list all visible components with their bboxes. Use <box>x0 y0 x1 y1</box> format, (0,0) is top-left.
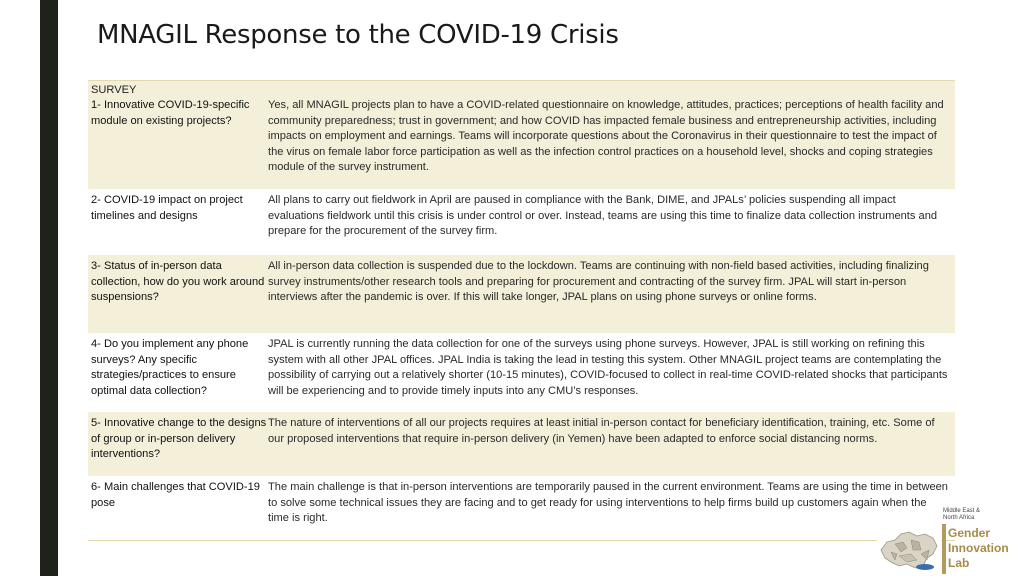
question-cell: 2- COVID-19 impact on project timelines and designs <box>91 194 243 222</box>
question-cell: 4- Do you implement any phone surveys? Any specific strategies/practices to ensure optimal data collection? <box>91 338 249 397</box>
logo-word-innovation: Innovation <box>948 541 1009 555</box>
table-bottom-rule <box>88 540 955 541</box>
question-cell: 6- Main challenges that COVID-19 pose <box>91 481 260 509</box>
logo-bracket <box>942 524 946 574</box>
answer-cell: All plans to carry out fieldwork in April are paused in compliance with the Bank, DIME, and JPALs’ policies suspending all impact evaluations fieldwork until this crisis is under control or over. Instead, teams are using this time to finalize data collection instruments and prepare for the procurement of the survey firm. <box>268 194 938 238</box>
answer-cell: The main challenge is that in-person interventions are temporarily paused in the current environment. Teams are using the time in between to solve some technical issues they are facing and to get ready for using interventions to help firms build up customers again when the time is right. <box>268 481 948 525</box>
logo-region-text <box>943 508 980 522</box>
table-header-row <box>88 81 955 98</box>
question-cell: 5- Innovative change to the designs of group or in-person delivery interventions? <box>91 417 267 461</box>
logo-word-lab: Lab <box>948 556 970 570</box>
question-cell: 1- Innovative COVID-19-specific module on existing projects? <box>91 99 250 127</box>
left-accent-bar <box>40 0 58 576</box>
slide-title: MNAGIL Response to the COVID-19 Crisis <box>97 20 619 50</box>
answer-cell: Yes, all MNAGIL projects plan to have a COVID-related questionnaire on knowledge, attitudes, practices; perceptions of health facility and community preparedness; trust in government; and how COVID has impacted female business and entrepreneurship activities, including impacts on employment and earnings. Teams will incorporate questions about the Coronavirus in their questionnaire to test the impact of the virus on female labor force participation as well as the infection control practices on a household level, shocks and coping strategies module of the survey instrument. <box>268 99 944 174</box>
table-row <box>88 476 955 540</box>
section-header-survey: SURVEY <box>91 84 137 96</box>
logo-word-gender: Gender <box>948 526 991 540</box>
question-cell: 3- Status of in-person data collection, how do you work around suspensions? <box>91 260 265 304</box>
table-row <box>88 412 955 476</box>
mena-map-icon <box>877 520 941 574</box>
answer-cell: JPAL is currently running the data collection for one of the surveys using phone surveys. However, JPAL is still working on refining this system with all other JPAL offices. JPAL India is taking the lead in testing this system. Other MNAGIL project teams are contemplating the possibility of carrying out a relatively shorter (10-15 minutes), COVID-focused to collect in real-time COVID-related shocks that participants will be experiencing and to provide timely inputs into any CMU’s responses. <box>268 338 948 397</box>
answer-cell: The nature of interventions of all our projects requires at least initial in-person contact for beneficiary identification, training, etc. Some of our proposed interventions that require in-person delivery (in Yemen) have been adapted to enforce social distancing norms. <box>268 417 935 445</box>
gender-innovation-lab-logo <box>877 508 1017 574</box>
table-row <box>88 98 955 189</box>
logo-region-line: North Africa <box>943 515 975 521</box>
answer-cell: All in-person data collection is suspended due to the lockdown. Teams are continuing with non-field based activities, including finalizing survey instruments/other research tools and preparing for procurement and contracting of the survey firm. JPAL will start in-person interviews after the pandemic is over. If this will take longer, JPAL plans on using phone surveys or online forms. <box>268 260 929 304</box>
logo-region-line: Middle East & <box>943 508 981 514</box>
table-row <box>88 333 955 412</box>
survey-table <box>88 80 955 540</box>
table-row <box>88 255 955 333</box>
table-row <box>88 189 955 255</box>
